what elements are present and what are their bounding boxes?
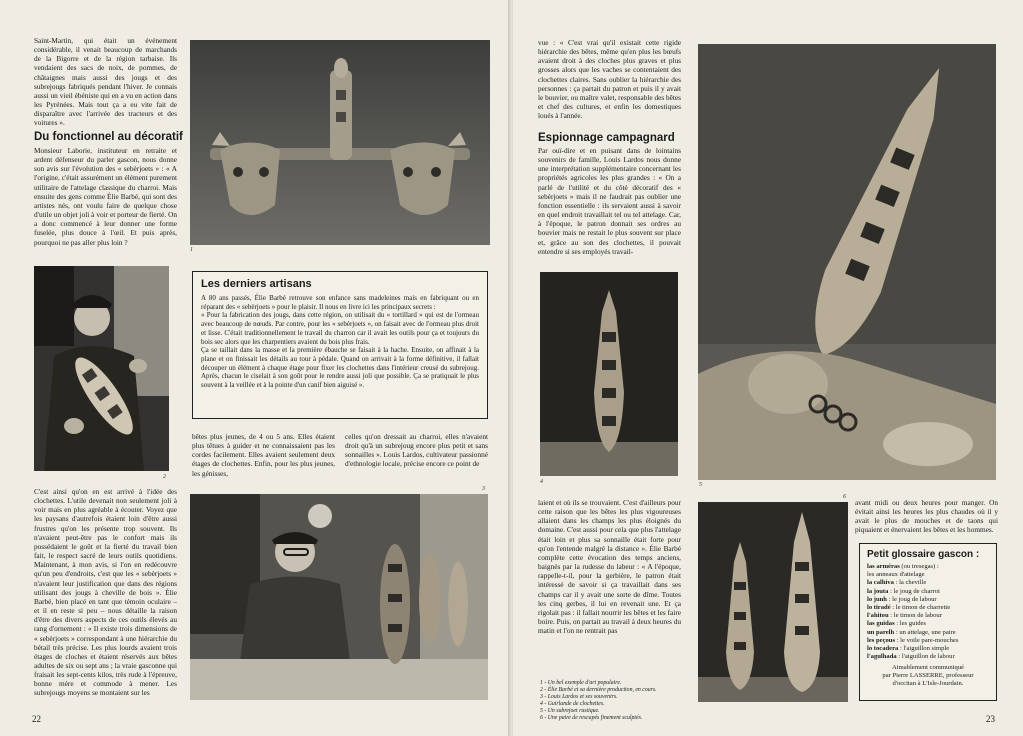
- page-number-left: 22: [32, 714, 41, 724]
- section-heading-decoratif: Du fonctionnel au décoratif: [34, 131, 183, 143]
- glossary-entry: l'agulhada : l'aiguillon de labour: [867, 653, 955, 661]
- figure-number: 3: [482, 486, 485, 492]
- photo-clochettes: [540, 272, 678, 476]
- glossary-box: [859, 543, 997, 701]
- glossary-entry: lo tiradé : le timon de charrette: [867, 604, 951, 612]
- artisans-box-title: Les derniers artisans: [201, 278, 312, 290]
- glossary-credit: Aimablement communiqué: [892, 664, 964, 672]
- column-text: avant midi ou deux heures pour manger. On évitait ainsi les heures les plus chaudes où il y avait le plus de mouches et de taons qui piquaient et énervaient les bêtes et les hommes.: [855, 498, 998, 535]
- right-page: [513, 0, 1023, 736]
- caption-item: 6 - Une paire de rescapés finement sculptés.: [540, 715, 643, 721]
- figure-number: 2: [163, 474, 166, 480]
- caption-item: 5 - Un subrejoet rustique.: [540, 708, 600, 714]
- figure-number: 6: [843, 494, 846, 500]
- caption-item: 4 - Guirlande de clochettes.: [540, 701, 605, 707]
- left-page: [0, 0, 510, 736]
- figure-number: 1: [190, 247, 193, 253]
- artisans-paragraph: Ça se taillait dans la masse et la première ébauche se faisait à la hache. Ensuite, on affinait à la plane et on finissait les détails au tour à pédale. Quand on arrivait à la forme définitive, il fallait découper un élément à chaque étage pour fixer les clochettes dans l'intérieur creusé du subrejoug. Après, chacun le ciselait à son goût pour le rendre aussi joli que possible. Ça se pratiquait le plus souvent à la veillée et à la pointe d'un canif bien aiguisé ».: [201, 346, 479, 390]
- section-body-decoratif: Monsieur Laborie, instituteur en retraite et ardent défenseur du parler gascon, nous donne son avis sur l'évolution des « sebèrjoets » : « A l'origine, c'était assurément un élément purement utilitaire de l'attelage classique du charroi. Mais ensuite des gens comme Élie Barbé, qui sont des artistes nés, ont voulu faire de quelque chose d'utile un objet joli à voir et porteur de fierté. On a donc commencé à leur donner une forme fuselée, plus douce à l'œil. Et puis après, pourquoi ne pas aller plus loin ?: [34, 146, 177, 247]
- artisans-box: [192, 271, 488, 419]
- glossary-title: Petit glossaire gascon :: [867, 549, 980, 560]
- page-number-right: 23: [986, 714, 995, 724]
- glossary-entry: l'ahitou : le timon de labour: [867, 612, 942, 620]
- glossary-credit: par Pierre LASSERRE, professeur: [882, 672, 974, 680]
- glossary-entry: la calhiva : la cheville: [867, 579, 927, 587]
- glossary-entry: las guidas : les guides: [867, 620, 926, 628]
- glossary-entry: las arméras (ou tresegas) :: [867, 563, 939, 570]
- artisans-paragraph: « Pour la fabrication des jougs, dans cette région, on utilisait du « tortillard » qui est de l'ormeau avec beaucoup de nœuds. Par contre, pour les « sebèrjoets », on faisait avec de l'ormeau plus droit et lisse. C'était traditionnellement le travail du charron car il avait les outils pour ça et toujours du bois sec alors que les charpentiers avaient du bois plus frais.: [201, 311, 479, 346]
- glossary-entry: lo tocadera : l'aiguillon simple: [867, 645, 950, 653]
- column-text: C'est ainsi qu'on en est arrivé à l'idée des clochettes. L'utile devenait non seulement joli à voir mais en plus agréable à écouter. Voyez que les paysans d'autrefois étaient loin d'être aussi frustres qu'on les présente trop souvent. Ils n'avaient peut-être pas le confort mais ils possédaient le goût et la fierté du travail bien fait, le respect sacré de leurs outils quotidiens. Maintenant, à mon avis, si l'on en redécouvre qu'un peu d'endroits, c'est que les « sebèrjoets » n'avaient leur justification que dans des régions utilisant des jougs à cheville de bois ». Élie Barbé, bien placé en tant que témoin oculaire – et il en reste si peu – nous détaille la raison d'être des divers aspects de ces outils élevés au rang d'ornement : « Il existe trois dimensions de « sebèrjoets » correspondant à une hiérarchie du bétail très précise. Les plus lourds avaient trois étages de cloches et étaient réservés aux bêtes adultes de six ou sept ans ; la vraie gasconne qui fraisait les sept-cents kilos, très rude à l'épreuve, bonne mère et commode à mener. Les subrejougs moyens se montaient sur les: [34, 487, 177, 698]
- figure-number: 5: [699, 482, 702, 488]
- glossary-entry: les peçous : le voile pare-mouches: [867, 636, 959, 644]
- intro-paragraph: Saint-Martin, qui était un événement considérable, il venait beaucoup de marchands de la Bigorre et de la région tarbaise. Ils vendaient des sacs de noix, de pommes, de châtaignes mais aussi des jougs et des subrejougs fabriqués pendant l'hiver. Je connais aussi un vieil ébéniste qui en a vu en action dans les Pyrénées. Mais tout ça a eu vite fait de disparaître avec l'arrivée des tracteurs et des voitures ».: [34, 36, 177, 128]
- glossary-entry: lo junh : le joug de labour: [867, 595, 937, 603]
- photo-elie-barbe: [34, 266, 169, 471]
- photo-louis-lardos: [190, 494, 488, 700]
- column-text: bêtes plus jeunes, de 4 ou 5 ans. Elles étaient plus têtues à guider et ne connaissaient pas les cordes facilement. Elles avaient seulement deux étages de clochettes. Enfin, pour les plus jeunes, les génisses,: [192, 432, 335, 478]
- photo-subrejoet-rustique: [698, 44, 996, 480]
- photo-yoke-ox-heads: [190, 40, 490, 245]
- section-heading-espionnage: Espionnage campagnard: [538, 132, 675, 144]
- column-text: celles qu'on dressait au charroi, elles n'avaient droit qu'à un subrejoug encore plus petit et sans sonnailles ». Louis Lardos, cultivateur passionné d'ethnologie locale, précise encore ce point de: [345, 432, 488, 469]
- figure-captions: [540, 680, 690, 722]
- glossary-entry: un parelh : un attelage, une paire: [867, 628, 956, 636]
- figure-number: 4: [540, 479, 543, 485]
- caption-item: 2 - Élie Barbé et sa dernière production, en cours.: [540, 687, 657, 693]
- artisans-paragraph: A 80 ans passés, Élie Barbé retrouve son enfance sans madeleines mais en fabriquant ou en réparant des « sebèrjoets » pour le plaisir. Il nous en livre ici les principaux secrets :: [201, 294, 479, 311]
- column-text: vue : « C'est vrai qu'il existait cette rigide hiérarchie des bêtes, même qu'en plus les bœufs avaient droit à des cloches plus graves et plus grosses alors que les vaches se contentaient des clochettes claires. Sans oublier la hiérarchie des personnes : ça partait du patron et puis il y avait le bouvier, ou maître valet, responsable des bêtes et chef des cultures, et enfin les domestiques loués à l'année.: [538, 38, 681, 121]
- glossary-entry: la jouta : le joug de charroi: [867, 587, 940, 595]
- glossary-entry: les anneaux d'attelage: [867, 571, 925, 579]
- glossary-credit: d'occitan à L'Isle-Jourdain.: [892, 680, 964, 688]
- photo-paire-rescapes: [698, 502, 848, 702]
- section-body-espionnage: Par ouï-dire et en puisant dans de lointains souvenirs de famille, Louis Lardos nous donne une interprétation supplémentaire concernant les propriétés agricoles les plus grandes : « On a parlé de l'utilité et du côté décoratif des « sebèrjoets » mais il ne faudrait pas oublier une fonction essentielle : ils servaient aussi à savoir en quel endroit travaillait tel ou tel attelage. Car, à l'époque, le patron donnait ses ordres au bouvier mais ne restait le plus souvent sur place et, grâce au son des clochettes, il pouvait entendre si ses employés travail-: [538, 146, 681, 256]
- column-text: laient et où ils se trouvaient. C'est d'ailleurs pour cette raison que les bêtes les plus vigoureuses allaient dans les champs les plus éloignés du domaine. C'est aussi pour cela que plus l'attelage était loin et plus sa sonnaille était forte pour qu'on l'entende malgré la distance ». Élie Barbé complète cette évocation des temps anciens, baignés par la rudesse du labeur : « A l'époque, rappelle-t-il, pour la gerbière, le patron était intéressé de savoir si ça travaillait dans ses champs car il y avait une sorte de dîme. Toutes les cinq gerbes, il lui en revenait une. Et ça rigolait pas : il fallait nourrir les bêtes et les faire boire. Puis, on partait au travail à deux heures du matin et l'on ne rentrait pas: [538, 498, 681, 636]
- caption-item: 1 - Un bel exemple d'art populaire.: [540, 680, 622, 686]
- caption-item: 3 - Louis Lardos et ses souvenirs.: [540, 694, 618, 700]
